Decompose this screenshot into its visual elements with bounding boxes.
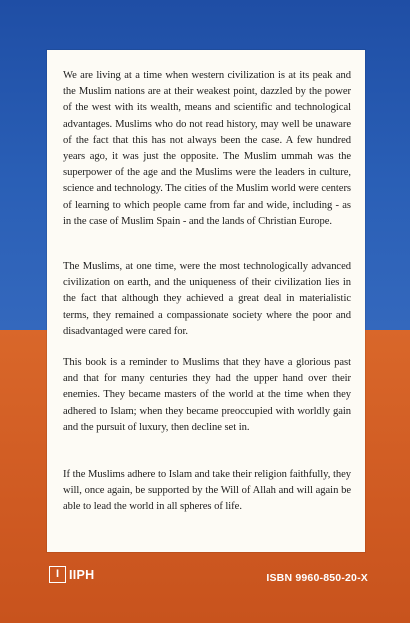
publisher-logo-text: IIPH bbox=[69, 567, 95, 582]
blurb-paragraph-2: The Muslims, at one time, were the most technologically advanced civilization on earth, and the uniqueness of their civilization lies in the fact that although they achieved a great deal in materialistic terms, they remained a compassionate society where the poor and disadvantaged were cared for. bbox=[63, 261, 351, 337]
publisher-logo bbox=[49, 566, 95, 583]
blurb-paragraph-1: We are living at a time when western civilization is at its peak and the Muslim nations are at their weakest point, dazzled by the power of the west with its wealth, means and scientific and technological advantages. Muslims who do not read history, may well be unaware of the fact that this has not always been the case. A few hundred years ago, it was just the opposite. The Muslim ummah was the superpower of the age and the Muslims were the leaders in culture, science and technology. The cities of the Muslim world were centers of learning to which people came from far and wide, including - as in the case of Muslim Spain - and the lands of Christian Europe. bbox=[63, 70, 351, 227]
blurb-paragraph-4: If the Muslims adhere to Islam and take their religion faithfully, they will, once again, be supported by the Will of Allah and will again be able to lead the world in all spheres of life. bbox=[63, 469, 351, 513]
publisher-logo-icon: I bbox=[49, 566, 66, 583]
isbn-number: ISBN 9960-850-20-X bbox=[266, 572, 368, 584]
blurb-paragraph-3: This book is a reminder to Muslims that they have a glorious past and that for many centuries they had the upper hand over their enemies. They became masters of the world at the time when they adhered to Islam; when they became preoccupied with worldly gain and the pursuit of luxury, then decline set in. bbox=[63, 357, 351, 433]
